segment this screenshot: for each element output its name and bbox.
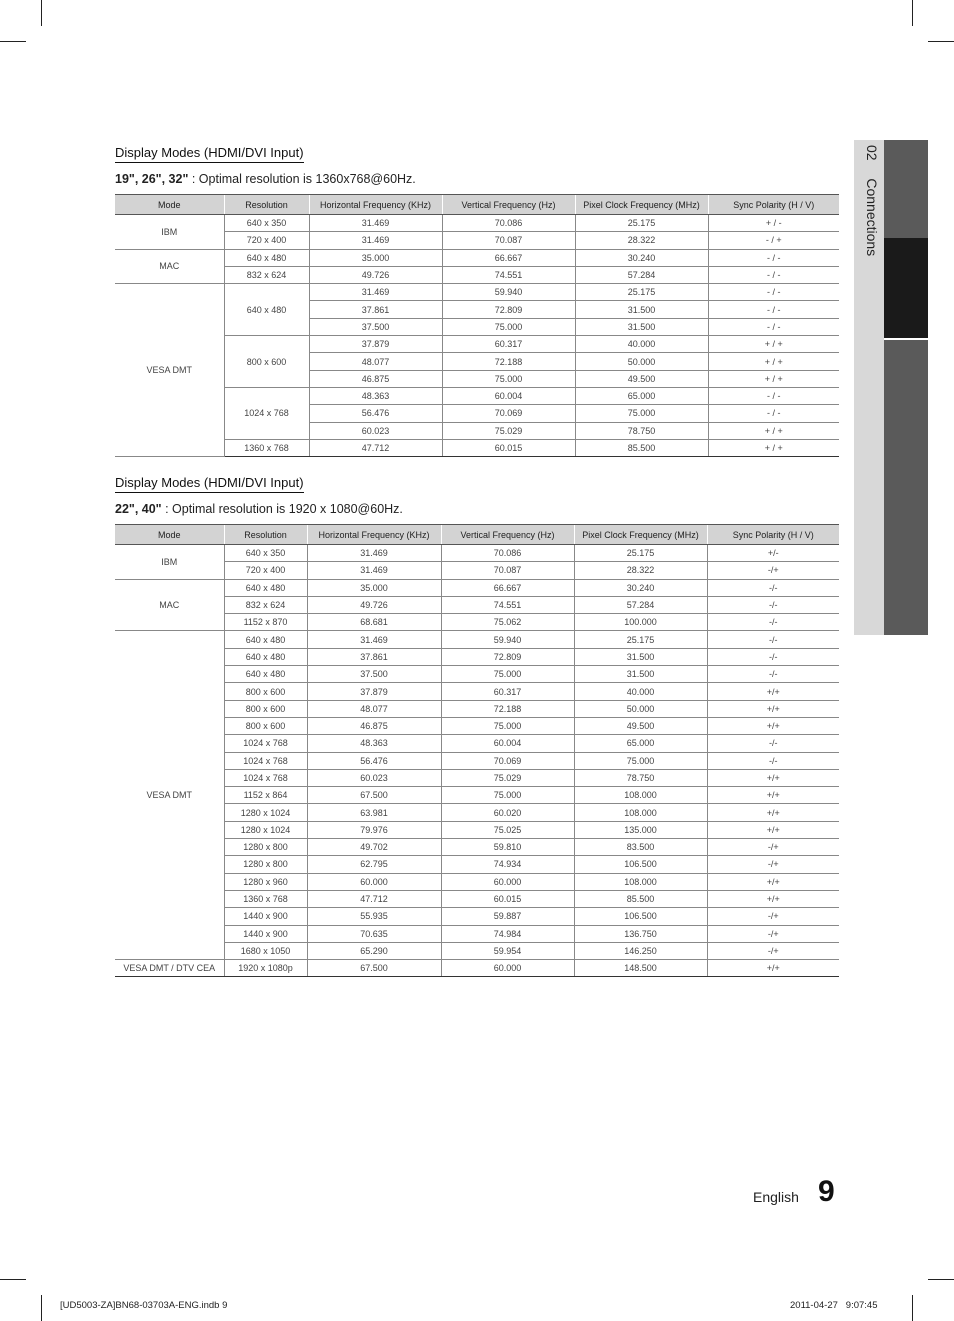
vertical-frequency-cell: 75.029 [442,422,575,439]
section-title: Display Modes (HDMI/DVI Input) [115,145,304,163]
resolution-cell: 800 x 600 [224,683,307,700]
sync-polarity-cell: +/+ [707,700,839,717]
horizontal-frequency-cell: 65.290 [307,942,441,959]
pixel-clock-cell: 30.240 [575,249,708,266]
vertical-frequency-cell: 72.809 [442,301,575,318]
horizontal-frequency-cell: 37.500 [309,318,442,335]
table-header-row [115,525,839,545]
sync-polarity-cell: +/+ [707,960,839,977]
vertical-frequency-cell: 60.004 [442,387,575,404]
resolution-cell: 1280 x 1024 [224,821,307,838]
vertical-frequency-cell: 74.934 [441,856,574,873]
pixel-clock-cell: 40.000 [574,683,707,700]
sync-polarity-cell: +/+ [707,804,839,821]
crop-mark [0,41,26,42]
sync-polarity-cell: -/- [707,735,839,752]
horizontal-frequency-cell: 37.500 [307,666,441,683]
crop-mark [0,1279,26,1280]
pixel-clock-cell: 40.000 [575,336,708,353]
vertical-frequency-cell: 72.188 [441,700,574,717]
resolution-cell: 1024 x 768 [224,752,307,769]
horizontal-frequency-cell: 60.023 [307,769,441,786]
footer-language: English [753,1189,799,1205]
pixel-clock-cell: 31.500 [575,301,708,318]
pixel-clock-cell: 85.500 [575,439,708,456]
vertical-frequency-cell: 74.984 [441,925,574,942]
section-title: Display Modes (HDMI/DVI Input) [115,475,304,493]
chapter-tab-next [884,340,928,635]
resolution-cell: 640 x 480 [224,666,307,683]
resolution-cell: 1360 x 768 [224,439,309,456]
horizontal-frequency-cell: 37.861 [309,301,442,318]
column-header: Pixel Clock Frequency (MHz) [574,525,707,545]
pixel-clock-cell: 106.500 [574,908,707,925]
horizontal-frequency-cell: 56.476 [307,752,441,769]
pixel-clock-cell: 106.500 [574,856,707,873]
sync-polarity-cell: +/+ [707,821,839,838]
resolution-cell: 1440 x 900 [224,925,307,942]
vertical-frequency-cell: 70.087 [441,562,574,579]
mode-cell: VESA DMT / DTV CEA [115,960,224,977]
horizontal-frequency-cell: 49.726 [309,266,442,283]
resolution-cell: 1280 x 1024 [224,804,307,821]
sync-polarity-cell: - / - [708,284,839,301]
vertical-frequency-cell: 70.069 [441,752,574,769]
subtitle-sizes: 19", 26", 32" [115,172,189,186]
column-header: Horizontal Frequency (KHz) [307,525,441,545]
section-subtitle [115,502,403,516]
horizontal-frequency-cell: 67.500 [307,787,441,804]
vertical-frequency-cell: 60.015 [441,890,574,907]
vertical-frequency-cell: 59.887 [441,908,574,925]
resolution-cell: 1920 x 1080p [224,960,307,977]
pixel-clock-cell: 25.175 [574,545,707,562]
vertical-frequency-cell: 60.000 [441,960,574,977]
table-row [115,700,839,717]
column-header: Vertical Frequency (Hz) [442,195,575,215]
resolution-cell: 640 x 480 [224,579,307,596]
vertical-frequency-cell: 72.188 [442,353,575,370]
pixel-clock-cell: 50.000 [574,700,707,717]
horizontal-frequency-cell: 70.635 [307,925,441,942]
horizontal-frequency-cell: 31.469 [309,284,442,301]
section-subtitle [115,172,416,186]
print-slug-file: [UD5003-ZA]BN68-03703A-ENG.indb 9 [60,1300,228,1311]
table-row [115,284,839,301]
table-row [115,666,839,683]
chapter-label [858,145,880,345]
resolution-cell: 1152 x 870 [224,614,307,631]
vertical-frequency-cell: 60.015 [442,439,575,456]
pixel-clock-cell: 25.175 [574,631,707,648]
pixel-clock-cell: 31.500 [574,648,707,665]
pixel-clock-cell: 108.000 [574,873,707,890]
pixel-clock-cell: 78.750 [574,769,707,786]
horizontal-frequency-cell: 49.702 [307,839,441,856]
sync-polarity-cell: +/+ [707,683,839,700]
resolution-cell: 1280 x 800 [224,839,307,856]
mode-cell: IBM [115,545,224,580]
crop-mark [41,0,42,26]
chapter-title: Connections [864,178,880,257]
mode-cell: MAC [115,579,224,631]
sync-polarity-cell: - / - [708,266,839,283]
table-row [115,873,839,890]
pixel-clock-cell: 108.000 [574,804,707,821]
resolution-cell: 1680 x 1050 [224,942,307,959]
mode-cell: IBM [115,215,224,250]
table-row [115,631,839,648]
table-row [115,717,839,734]
vertical-frequency-cell: 75.000 [441,666,574,683]
vertical-frequency-cell: 75.000 [441,787,574,804]
sync-polarity-cell: - / - [708,318,839,335]
pixel-clock-cell: 25.175 [575,284,708,301]
sync-polarity-cell: -/+ [707,839,839,856]
vertical-frequency-cell: 66.667 [441,579,574,596]
horizontal-frequency-cell: 47.712 [309,439,442,456]
vertical-frequency-cell: 75.062 [441,614,574,631]
pixel-clock-cell: 30.240 [574,579,707,596]
sync-polarity-cell: + / + [708,422,839,439]
sync-polarity-cell: -/- [707,752,839,769]
sync-polarity-cell: -/+ [707,908,839,925]
resolution-cell: 720 x 400 [224,562,307,579]
resolution-cell: 640 x 480 [224,249,309,266]
pixel-clock-cell: 65.000 [575,387,708,404]
table-row [115,614,839,631]
resolution-cell: 1360 x 768 [224,890,307,907]
sync-polarity-cell: + / + [708,439,839,456]
resolution-cell: 1280 x 800 [224,856,307,873]
vertical-frequency-cell: 70.069 [442,405,575,422]
column-header: Mode [115,195,224,215]
pixel-clock-cell: 50.000 [575,353,708,370]
resolution-cell: 800 x 600 [224,336,309,388]
column-header: Sync Polarity (H / V) [708,195,839,215]
vertical-frequency-cell: 70.086 [441,545,574,562]
column-header: Vertical Frequency (Hz) [441,525,574,545]
horizontal-frequency-cell: 37.879 [307,683,441,700]
table-row [115,769,839,786]
horizontal-frequency-cell: 37.879 [309,336,442,353]
sync-polarity-cell: -/- [707,614,839,631]
resolution-cell: 800 x 600 [224,717,307,734]
mode-cell: VESA DMT [115,631,224,960]
pixel-clock-cell: 75.000 [575,405,708,422]
pixel-clock-cell: 31.500 [575,318,708,335]
horizontal-frequency-cell: 31.469 [307,545,441,562]
table-row [115,960,839,977]
horizontal-frequency-cell: 46.875 [307,717,441,734]
pixel-clock-cell: 49.500 [575,370,708,387]
table-row [115,648,839,665]
table-row [115,336,839,353]
mode-cell: VESA DMT [115,284,224,457]
table-row [115,545,839,562]
vertical-frequency-cell: 75.000 [441,717,574,734]
vertical-frequency-cell: 72.809 [441,648,574,665]
vertical-frequency-cell: 59.810 [441,839,574,856]
column-header: Resolution [224,525,307,545]
pixel-clock-cell: 135.000 [574,821,707,838]
vertical-frequency-cell: 60.000 [441,873,574,890]
sync-polarity-cell: +/+ [707,890,839,907]
horizontal-frequency-cell: 35.000 [307,579,441,596]
crop-mark [912,1295,913,1321]
display-modes-table-1 [115,194,839,457]
pixel-clock-cell: 75.000 [574,752,707,769]
horizontal-frequency-cell: 31.469 [309,232,442,249]
horizontal-frequency-cell: 60.023 [309,422,442,439]
sync-polarity-cell: +/+ [707,873,839,890]
table-row [115,787,839,804]
subtitle-sizes: 22", 40" [115,502,162,516]
mode-cell: MAC [115,249,224,284]
sync-polarity-cell: + / - [708,215,839,232]
table-row [115,683,839,700]
vertical-frequency-cell: 59.940 [442,284,575,301]
sync-polarity-cell: - / + [708,232,839,249]
table-row [115,579,839,596]
horizontal-frequency-cell: 49.726 [307,596,441,613]
vertical-frequency-cell: 70.086 [442,215,575,232]
vertical-frequency-cell: 60.004 [441,735,574,752]
pixel-clock-cell: 148.500 [574,960,707,977]
horizontal-frequency-cell: 31.469 [309,215,442,232]
table-row [115,908,839,925]
pixel-clock-cell: 65.000 [574,735,707,752]
sync-polarity-cell: +/+ [707,717,839,734]
crop-mark [41,1295,42,1321]
crop-mark [912,0,913,26]
sync-polarity-cell: - / - [708,249,839,266]
table-row [115,596,839,613]
horizontal-frequency-cell: 60.000 [307,873,441,890]
sync-polarity-cell: -/- [707,596,839,613]
sync-polarity-cell: -/+ [707,925,839,942]
horizontal-frequency-cell: 55.935 [307,908,441,925]
sync-polarity-cell: - / - [708,301,839,318]
print-slug-timestamp: 2011-04-27 9:07:45 [790,1300,878,1311]
table-row [115,890,839,907]
table-row [115,232,839,249]
vertical-frequency-cell: 66.667 [442,249,575,266]
subtitle-text: : Optimal resolution is 1920 x 1080@60Hz. [161,502,403,516]
pixel-clock-cell: 136.750 [574,925,707,942]
resolution-cell: 1280 x 960 [224,873,307,890]
vertical-frequency-cell: 75.025 [441,821,574,838]
display-modes-table-2 [115,524,839,977]
resolution-cell: 640 x 480 [224,631,307,648]
pixel-clock-cell: 146.250 [574,942,707,959]
pixel-clock-cell: 28.322 [575,232,708,249]
column-header: Horizontal Frequency (KHz) [309,195,442,215]
horizontal-frequency-cell: 48.363 [309,387,442,404]
sync-polarity-cell: -/- [707,579,839,596]
vertical-frequency-cell: 75.029 [441,769,574,786]
sync-polarity-cell: -/+ [707,856,839,873]
pixel-clock-cell: 108.000 [574,787,707,804]
sync-polarity-cell: +/+ [707,769,839,786]
horizontal-frequency-cell: 48.363 [307,735,441,752]
vertical-frequency-cell: 74.551 [441,596,574,613]
pixel-clock-cell: 31.500 [574,666,707,683]
resolution-cell: 832 x 624 [224,266,309,283]
table-row [115,735,839,752]
horizontal-frequency-cell: 62.795 [307,856,441,873]
sync-polarity-cell: - / - [708,405,839,422]
pixel-clock-cell: 100.000 [574,614,707,631]
chapter-number: 02 [864,145,880,161]
sync-polarity-cell: -/- [707,631,839,648]
table-row [115,752,839,769]
table-row [115,215,839,232]
sync-polarity-cell: -/- [707,648,839,665]
resolution-cell: 1024 x 768 [224,735,307,752]
horizontal-frequency-cell: 46.875 [309,370,442,387]
horizontal-frequency-cell: 47.712 [307,890,441,907]
vertical-frequency-cell: 60.020 [441,804,574,821]
sync-polarity-cell: +/+ [707,787,839,804]
pixel-clock-cell: 28.322 [574,562,707,579]
resolution-cell: 800 x 600 [224,700,307,717]
vertical-frequency-cell: 75.000 [442,370,575,387]
pixel-clock-cell: 57.284 [575,266,708,283]
sync-polarity-cell: + / + [708,336,839,353]
sync-polarity-cell: -/- [707,666,839,683]
horizontal-frequency-cell: 31.469 [307,562,441,579]
table-row [115,439,839,456]
table-row [115,925,839,942]
sync-polarity-cell: + / + [708,353,839,370]
sync-polarity-cell: + / + [708,370,839,387]
table-row [115,821,839,838]
horizontal-frequency-cell: 79.976 [307,821,441,838]
horizontal-frequency-cell: 63.981 [307,804,441,821]
resolution-cell: 640 x 350 [224,545,307,562]
table-row [115,839,839,856]
pixel-clock-cell: 85.500 [574,890,707,907]
chapter-tab-prev [884,140,928,238]
table-row [115,804,839,821]
pixel-clock-cell: 57.284 [574,596,707,613]
resolution-cell: 640 x 480 [224,648,307,665]
sync-polarity-cell: - / - [708,387,839,404]
pixel-clock-cell: 78.750 [575,422,708,439]
table-header-row [115,195,839,215]
resolution-cell: 1440 x 900 [224,908,307,925]
crop-mark [928,1279,954,1280]
chapter-tab-strip [884,140,928,635]
column-header: Sync Polarity (H / V) [707,525,839,545]
horizontal-frequency-cell: 48.077 [307,700,441,717]
table-row [115,266,839,283]
horizontal-frequency-cell: 67.500 [307,960,441,977]
horizontal-frequency-cell: 31.469 [307,631,441,648]
resolution-cell: 1152 x 864 [224,787,307,804]
resolution-cell: 640 x 480 [224,284,309,336]
resolution-cell: 1024 x 768 [224,769,307,786]
column-header: Pixel Clock Frequency (MHz) [575,195,708,215]
resolution-cell: 1024 x 768 [224,387,309,439]
table-row [115,942,839,959]
vertical-frequency-cell: 59.954 [441,942,574,959]
subtitle-text: : Optimal resolution is 1360x768@60Hz. [188,172,416,186]
horizontal-frequency-cell: 56.476 [309,405,442,422]
vertical-frequency-cell: 74.551 [442,266,575,283]
pixel-clock-cell: 25.175 [575,215,708,232]
horizontal-frequency-cell: 48.077 [309,353,442,370]
vertical-frequency-cell: 70.087 [442,232,575,249]
table-row [115,387,839,404]
vertical-frequency-cell: 60.317 [442,336,575,353]
resolution-cell: 832 x 624 [224,596,307,613]
column-header: Resolution [224,195,309,215]
table-row [115,249,839,266]
sync-polarity-cell: +/- [707,545,839,562]
sync-polarity-cell: -/+ [707,942,839,959]
page-number: 9 [818,1175,835,1208]
column-header: Mode [115,525,224,545]
pixel-clock-cell: 83.500 [574,839,707,856]
vertical-frequency-cell: 59.940 [441,631,574,648]
resolution-cell: 720 x 400 [224,232,309,249]
pixel-clock-cell: 49.500 [574,717,707,734]
horizontal-frequency-cell: 37.861 [307,648,441,665]
horizontal-frequency-cell: 35.000 [309,249,442,266]
chapter-tab-current [884,238,928,338]
table-row [115,856,839,873]
table-row [115,562,839,579]
horizontal-frequency-cell: 68.681 [307,614,441,631]
resolution-cell: 640 x 350 [224,215,309,232]
crop-mark [928,41,954,42]
sync-polarity-cell: -/+ [707,562,839,579]
vertical-frequency-cell: 60.317 [441,683,574,700]
vertical-frequency-cell: 75.000 [442,318,575,335]
